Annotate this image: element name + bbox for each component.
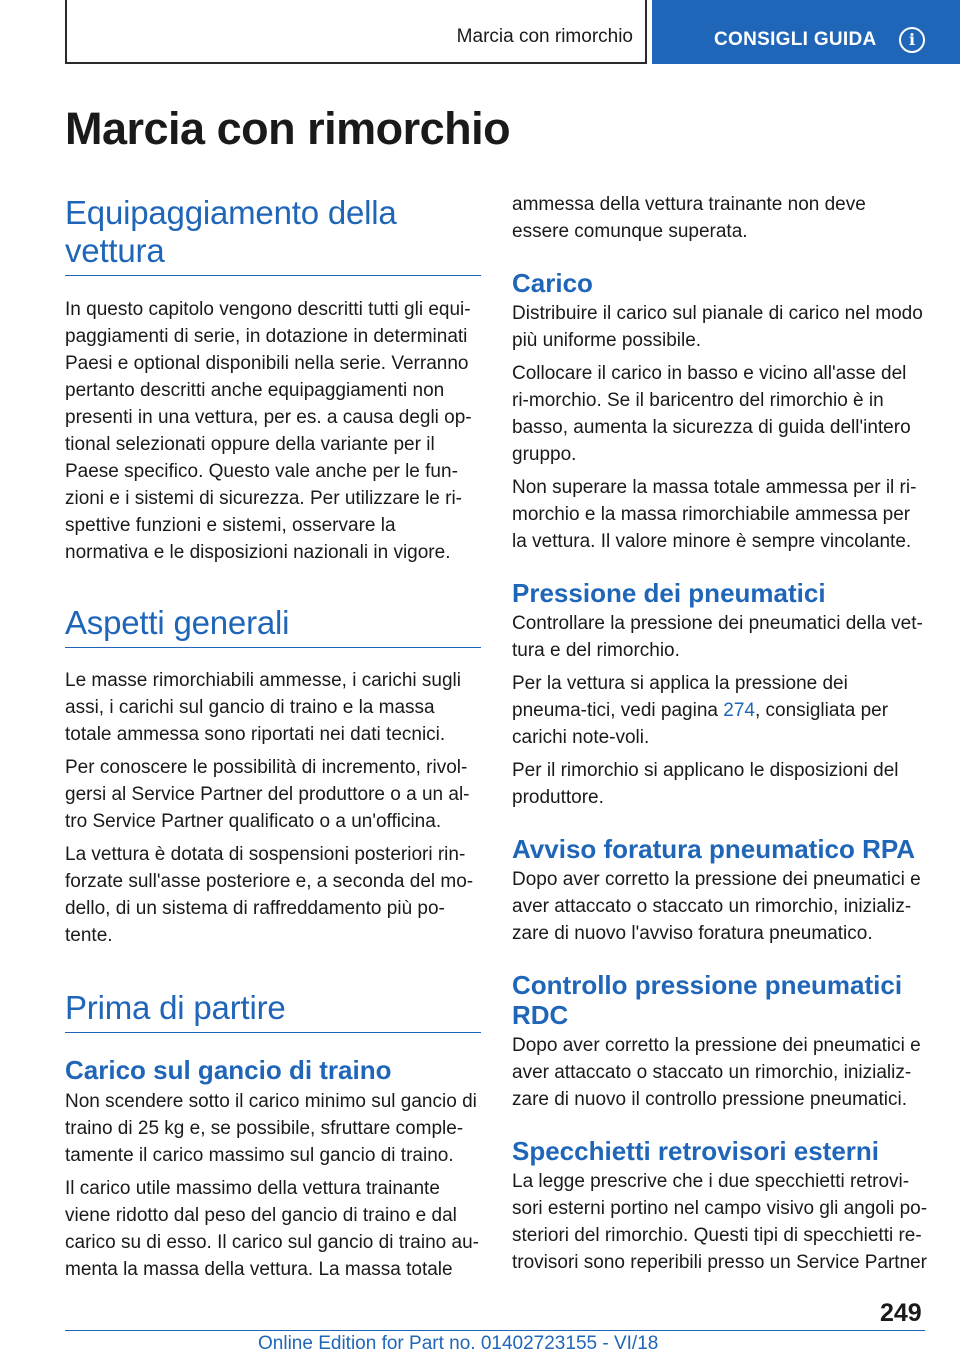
- paragraph-general-1: Le masse rimorchiabili ammesse, i carichi sugli assi, i carichi sul gancio di traino e la massa totale ammessa sono riportati nei dati tecnici.: [65, 670, 461, 745]
- footer-divider: [65, 1330, 925, 1331]
- page-title: Marcia con rimorchio: [65, 103, 511, 154]
- paragraph-load-1: Distribuire il carico sul pianale di carico nel modo più uniforme possibile.: [512, 303, 923, 351]
- paragraph-rpa: Dopo aver corretto la pressione dei pneumatici e aver attaccato o staccato un rimorchio, inizializ-zare di nuovo l'avviso foratura pneumatico.: [512, 869, 921, 944]
- heading-load: Carico: [512, 268, 593, 298]
- paragraph-load-3: Non superare la massa totale ammessa per il ri-morchio e la massa rimorchiabile ammessa per la vettura. Il valore minore è sempre vincolante.: [512, 477, 917, 552]
- heading-general: Aspetti generali: [65, 604, 481, 648]
- left-column: [65, 192, 481, 1283]
- heading-mirrors: Specchietti retrovisori esterni: [512, 1136, 880, 1166]
- paragraph-continued: ammessa della vettura trainante non deve essere comunque superata.: [512, 194, 866, 242]
- page-number: 249: [880, 1299, 922, 1327]
- paragraph-pressure-2: [512, 670, 928, 751]
- right-column: [512, 191, 928, 1276]
- heading-hitch-load: Carico sul gancio di traino: [65, 1055, 392, 1085]
- edition-text: Online Edition for Part no. 01402723155 - VI/18: [258, 1333, 659, 1354]
- heading-rdc: Controllo pressione pneumatici RDC: [512, 970, 903, 1030]
- paragraph-mirrors: La legge prescrive che i due specchietti retrovi-sori esterni portino nel campo visivo gli angoli po-steriori del rimorchio. Questi tipi di specchietti re-trovisori sono reperibili presso un Service Partner: [512, 1171, 928, 1273]
- chapter-tab: [652, 0, 960, 64]
- section-tab: [65, 0, 647, 64]
- page-reference-link[interactable]: 274: [723, 700, 755, 721]
- heading-tyre-pressure: Pressione dei pneumatici: [512, 578, 826, 608]
- chapter-label: CONSIGLI GUIDA: [714, 29, 877, 50]
- heading-before-departure: Prima di partire: [65, 989, 481, 1033]
- pressure-text-start: Per la vettura si applica la pressione dei pneuma-tici, vedi pagina: [512, 673, 848, 721]
- info-icon: i: [899, 27, 925, 53]
- paragraph-hitch-2: Il carico utile massimo della vettura trainante viene ridotto dal peso del gancio di traino e dal carico su di esso. Il carico sul gancio di traino au-menta la massa della vettura. La massa totale: [65, 1178, 479, 1280]
- paragraph-pressure-1: Controllare la pressione dei pneumatici della vet-tura e del rimorchio.: [512, 613, 923, 661]
- heading-rpa: Avviso foratura pneumatico RPA: [512, 834, 916, 864]
- paragraph-general-3: La vettura è dotata di sospensioni posteriori rin-forzate sull'asse posteriore e, a seconda del mo-dello, di un sistema di raffreddamento più po-tente.: [65, 844, 474, 946]
- paragraph-load-2: Collocare il carico in basso e vicino all'asse del ri-morchio. Se il baricentro del rimorchio è in basso, aumenta la sicurezza di guida dell'intero gruppo.: [512, 363, 911, 465]
- paragraph-pressure-3: Per il rimorchio si applicano le disposizioni del produttore.: [512, 760, 899, 808]
- paragraph-equipment: In questo capitolo vengono descritti tutti gli equi-paggiamenti di serie, in dotazione in determinati Paesi e optional disponibili nella serie. Verranno pertanto descritti anche equipaggiamenti non presenti in una vettura, per es. a causa degli op-tional selezionati oppure della variante per il Paese specifico. Questo vale anche per le fun-zioni e i sistemi di sicurezza. Per utilizzare le ri-spettive funzioni e sistemi, osservare la normativa e le disposizioni nazionali in vigore.: [65, 299, 472, 563]
- paragraph-hitch-1: Non scendere sotto il carico minimo sul gancio di traino di 25 kg e, se possibile, sfruttare comple-tamente il carico massimo sul gancio di traino.: [65, 1091, 477, 1166]
- heading-equipment: Equipaggiamento della vettura: [65, 194, 481, 276]
- section-title: Marcia con rimorchio: [456, 26, 633, 47]
- paragraph-general-2: Per conoscere le possibilità di incremento, rivol-gersi al Service Partner del produttore o a un al-tro Service Partner qualificato o a un'officina.: [65, 757, 470, 832]
- page-header: [0, 0, 960, 64]
- pressure-text-end: , consigliata per carichi note-voli.: [512, 700, 889, 748]
- paragraph-rdc: Dopo aver corretto la pressione dei pneumatici e aver attaccato o staccato un rimorchio, inizializ-zare di nuovo il controllo pressione pneumatici.: [512, 1035, 921, 1110]
